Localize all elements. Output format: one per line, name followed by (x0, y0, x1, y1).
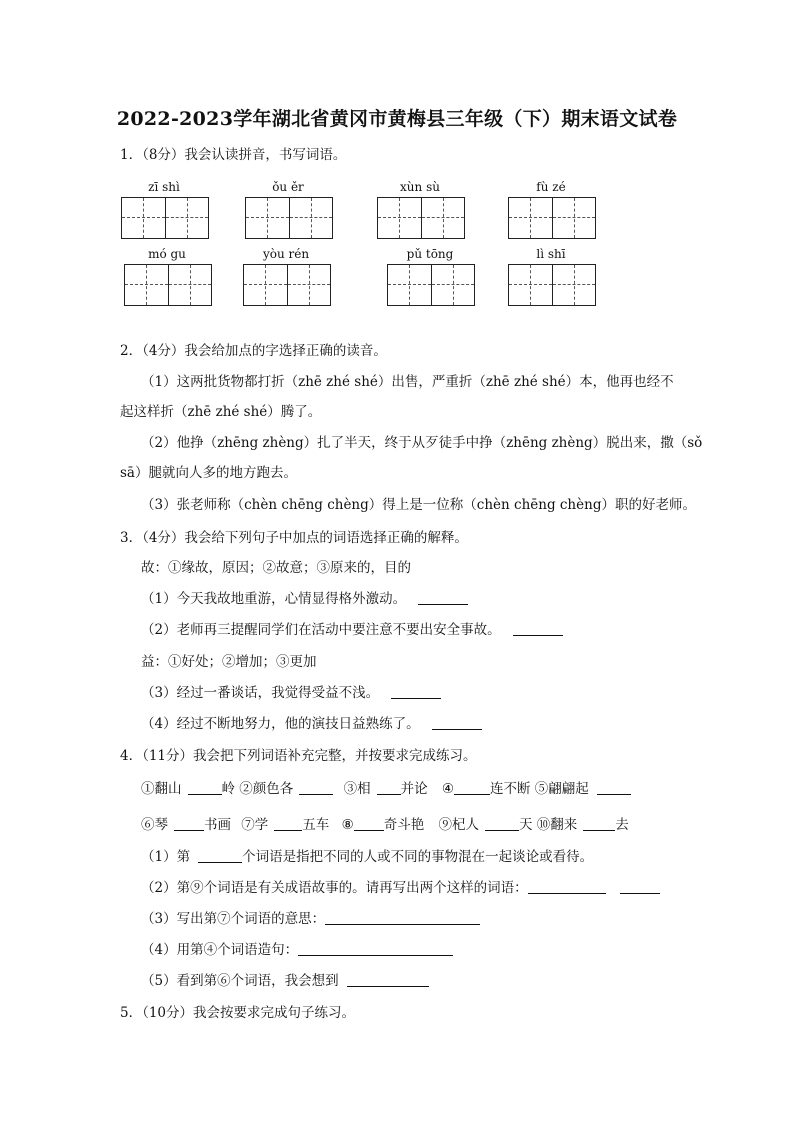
q3-sentence2 (141, 621, 563, 639)
q2-item3: （3）张老师称（chèn chēng chèng）得上是一位称（chèn chēng chèng）职的好老师。 (141, 497, 696, 513)
answer-blank[interactable] (485, 816, 519, 831)
answer-blank[interactable] (391, 684, 441, 699)
word-4-end: 连不断 (490, 781, 531, 797)
q4-sub4-text: （4）用第④个词语造句： (141, 942, 299, 958)
answer-blank[interactable] (418, 590, 468, 605)
word-7: ⑦学 (241, 817, 269, 833)
pinyin-1: zī shì (148, 180, 180, 194)
q1-heading: 1．（8分）我会认读拼音，书写词语。 (120, 147, 347, 163)
q4-word-row2 (141, 816, 629, 834)
q2-item2-b: sā）腿就向人多的地方跑去。 (120, 465, 297, 481)
answer-blank[interactable] (188, 780, 222, 795)
word-6-end: 书画 (204, 817, 231, 833)
answer-blank[interactable] (513, 621, 563, 636)
pinyin-6: yòu rén (262, 247, 310, 261)
word-8-end: 奇斗艳 (383, 817, 425, 833)
pinyin-4: fù zé (536, 180, 566, 194)
pinyin-5: mó gu (148, 247, 186, 261)
q5-heading: 5．（10分）我会按要求完成句子练习。 (120, 1005, 356, 1021)
q4-heading: 4．（11分）我会把下列词语补充完整，并按要求完成练习。 (120, 748, 477, 764)
answer-blank[interactable] (174, 816, 204, 831)
q4-sub1-end: 个词语是指把不同的人或不同的事物混在一起谈论或看待。 (242, 849, 594, 865)
word-4: ④ (441, 781, 454, 797)
page-title: 2022-2023学年湖北省黄冈市黄梅县三年级（下）期末语文试卷 (116, 108, 678, 130)
q3-yi-definitions: 益：①好处；②增加；③更加 (141, 654, 317, 670)
q4-sub3 (141, 910, 480, 928)
pinyin-3: xùn sù (400, 180, 440, 194)
tianzige-1[interactable] (121, 197, 209, 239)
answer-blank[interactable] (620, 879, 660, 894)
q2-heading: 2．（4分）我会给加点的字选择正确的读音。 (120, 343, 387, 359)
q4-sub2-text: （2）第⑨个词语是有关成语故事的。请再写出两个这样的词语： (141, 880, 528, 896)
word-3: ③相 (343, 781, 371, 797)
q4-sub3-text: （3）写出第⑦个词语的意思： (141, 911, 326, 927)
q4-sub5-text: （5）看到第⑥个词语，我会想到 (141, 973, 339, 989)
word-3-end: 并论 (400, 781, 428, 797)
tianzige-3[interactable] (377, 197, 465, 239)
tianzige-4[interactable] (508, 197, 596, 239)
answer-blank[interactable] (432, 715, 482, 730)
q2-item1-a: （1）这两批货物都打折（zhē zhé shé）出售，严重折（zhē zhé shé）本，他再也经不 (141, 374, 674, 390)
word-2: ②颜色各 (239, 781, 294, 797)
q4-word-row1 (141, 780, 631, 798)
word-1-end: 岭 (221, 781, 235, 797)
answer-blank[interactable] (454, 780, 490, 795)
answer-blank[interactable] (597, 780, 631, 795)
pinyin-7: pǔ tōng (406, 247, 454, 261)
tianzige-6[interactable] (243, 264, 331, 306)
q3-sentence4 (141, 715, 482, 733)
answer-blank[interactable] (354, 816, 384, 831)
q4-sub4 (141, 941, 453, 959)
tianzige-7[interactable] (387, 264, 475, 306)
word-1: ①翻山 (141, 781, 182, 797)
answer-blank[interactable] (583, 816, 615, 831)
answer-blank[interactable] (298, 941, 453, 956)
q3-sentence2-text: （2）老师再三提醒同学们在活动中要注意不要出安全事故。 (141, 622, 501, 638)
q3-sentence1-text: （1）今天我故地重游，心情显得格外激动。 (141, 591, 407, 607)
tianzige-5[interactable] (124, 264, 212, 306)
word-10: ⑩翻来 (536, 817, 578, 833)
answer-blank[interactable] (377, 780, 401, 795)
answer-blank[interactable] (274, 816, 302, 831)
word-10-end: 去 (615, 817, 629, 833)
word-5: ⑤翩翩起 (534, 781, 589, 797)
answer-blank[interactable] (198, 848, 242, 863)
q3-sentence3 (141, 684, 441, 702)
q3-sentence3-text: （3）经过一番谈话，我觉得受益不浅。 (141, 685, 380, 701)
q2-item1-b: 起这样折（zhē zhé shé）腾了。 (120, 404, 322, 420)
answer-blank[interactable] (299, 780, 333, 795)
q4-sub1-start: （1）第 (141, 849, 191, 865)
word-9: ⑨杞人 (438, 817, 479, 833)
word-8: ⑧ (341, 817, 354, 833)
word-6: ⑥琴 (141, 817, 168, 833)
answer-blank[interactable] (325, 910, 480, 925)
q4-sub1 (141, 848, 593, 866)
q3-sentence4-text: （4）经过不断地努力，他的演技日益熟练了。 (141, 716, 420, 732)
q2-item2-a: （2）他挣（zhēng zhèng）扎了半天，终于从歹徒手中挣（zhēng zhèng）脱出来，撒（sǒ (141, 435, 703, 451)
q3-gu-definitions: 故：①缘故，原因；②故意；③原来的，目的 (141, 560, 411, 576)
answer-blank[interactable] (528, 879, 606, 894)
answer-blank[interactable] (347, 972, 429, 987)
tianzige-2[interactable] (245, 197, 333, 239)
pinyin-2: ǒu ěr (272, 180, 304, 194)
word-7-end: 五车 (302, 817, 330, 833)
word-9-end: 天 (519, 817, 533, 833)
q4-sub5 (141, 972, 429, 990)
pinyin-8: lì shī (536, 247, 566, 261)
q3-heading: 3．（4分）我会给下列句子中加点的词语选择正确的解释。 (120, 530, 468, 546)
tianzige-8[interactable] (508, 264, 596, 306)
q4-sub2 (141, 879, 660, 897)
q3-sentence1 (141, 590, 468, 608)
